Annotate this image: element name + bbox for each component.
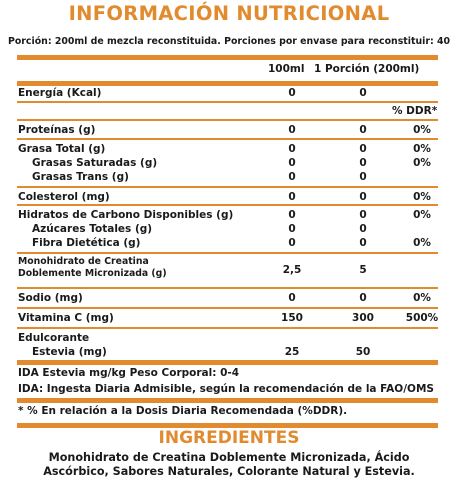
row-value-100ml: 0 <box>288 237 296 249</box>
row-label-line2: Doblemente Micronizada (g) <box>18 268 167 279</box>
divider <box>17 55 438 60</box>
row-label: Colesterol (mg) <box>18 191 110 203</box>
row-value-portion: 0 <box>359 223 367 235</box>
row-value-portion: 50 <box>355 346 371 358</box>
divider <box>17 186 438 188</box>
nutrition-title: INFORMACIÓN NUTRICIONAL <box>68 2 390 25</box>
row-value-ddr: 0% <box>413 209 431 221</box>
row-value-ddr: 0% <box>413 292 431 304</box>
row-value-portion: 0 <box>359 191 367 203</box>
ingredients-title: INGREDIENTES <box>158 428 300 448</box>
row-value-100ml: 0 <box>288 143 296 155</box>
row-value-100ml: 0 <box>288 87 296 99</box>
row-value-portion: 5 <box>359 264 367 276</box>
row-value-100ml: 2,5 <box>282 264 302 276</box>
row-label: Grasa Total (g) <box>18 143 106 155</box>
row-value-portion: 0 <box>359 157 367 169</box>
row-value-ddr: 0% <box>413 237 431 249</box>
row-label: Grasas Trans (g) <box>32 171 129 183</box>
row-value-100ml: 0 <box>288 223 296 235</box>
divider <box>17 101 438 103</box>
portion-info: Porción: 200ml de mezcla reconstituida. Porciones por envase para reconstituir: 40 <box>8 36 451 47</box>
row-label: Hidratos de Carbono Disponibles (g) <box>18 209 234 221</box>
ingredients-text <box>0 451 458 479</box>
row-value-portion: 0 <box>359 143 367 155</box>
row-label-line1: Monohidrato de Creatina <box>18 256 149 267</box>
divider <box>17 138 438 140</box>
row-value-portion: 0 <box>359 124 367 136</box>
row-label: Proteínas (g) <box>18 124 96 136</box>
divider <box>17 398 438 403</box>
ddr-footnote: * % En relación a la Dosis Diaria Recomendada (%DDR). <box>18 405 348 417</box>
ingredients-line: Ascórbico, Sabores Naturales, Colorante Natural y Estevia. <box>43 465 415 478</box>
row-label: Azúcares Totales (g) <box>32 223 153 235</box>
divider <box>17 327 438 329</box>
row-label: Sodio (mg) <box>18 292 83 304</box>
row-value-ddr: 0% <box>413 124 431 136</box>
row-value-portion: 0 <box>359 171 367 183</box>
divider <box>17 119 438 121</box>
col-header-ddr: % DDR* <box>392 105 438 117</box>
ida-definition: IDA: Ingesta Diaria Admisible, según la recomendación de la FAO/OMS <box>18 383 434 395</box>
row-value-100ml: 0 <box>288 124 296 136</box>
row-label: Fibra Dietética (g) <box>32 237 141 249</box>
col-header-portion: 1 Porción (200ml) <box>314 63 420 75</box>
row-value-ddr: 500% <box>405 312 439 324</box>
row-value-100ml: 0 <box>288 157 296 169</box>
row-value-ddr: 0% <box>413 191 431 203</box>
row-value-portion: 0 <box>359 209 367 221</box>
row-value-100ml: 0 <box>288 209 296 221</box>
divider <box>17 81 438 86</box>
divider <box>17 307 438 309</box>
row-label: Vitamina C (mg) <box>18 312 114 324</box>
row-value-ddr: 0% <box>413 157 431 169</box>
divider <box>17 204 438 206</box>
row-label: Grasas Saturadas (g) <box>32 157 158 169</box>
col-header-100ml: 100ml <box>268 63 305 75</box>
divider <box>17 252 438 254</box>
ida-note: IDA Estevia mg/kg Peso Corporal: 0-4 <box>18 367 240 379</box>
row-value-100ml: 25 <box>284 346 300 358</box>
divider <box>17 287 438 289</box>
row-value-100ml: 150 <box>281 312 303 324</box>
divider <box>17 360 438 365</box>
row-value-portion: 300 <box>352 312 374 324</box>
ingredients-line: Monohidrato de Creatina Doblemente Micronizada, Ácido <box>48 451 410 464</box>
row-label: Energía (Kcal) <box>18 87 102 99</box>
row-value-100ml: 0 <box>288 191 296 203</box>
row-value-portion: 0 <box>359 292 367 304</box>
row-value-100ml: 0 <box>288 292 296 304</box>
row-value-portion: 0 <box>359 237 367 249</box>
row-label-line2: Estevia (mg) <box>32 346 107 358</box>
row-label-line1: Edulcorante <box>18 332 90 344</box>
row-value-portion: 0 <box>359 87 367 99</box>
row-value-100ml: 0 <box>288 171 296 183</box>
row-value-ddr: 0% <box>413 143 431 155</box>
